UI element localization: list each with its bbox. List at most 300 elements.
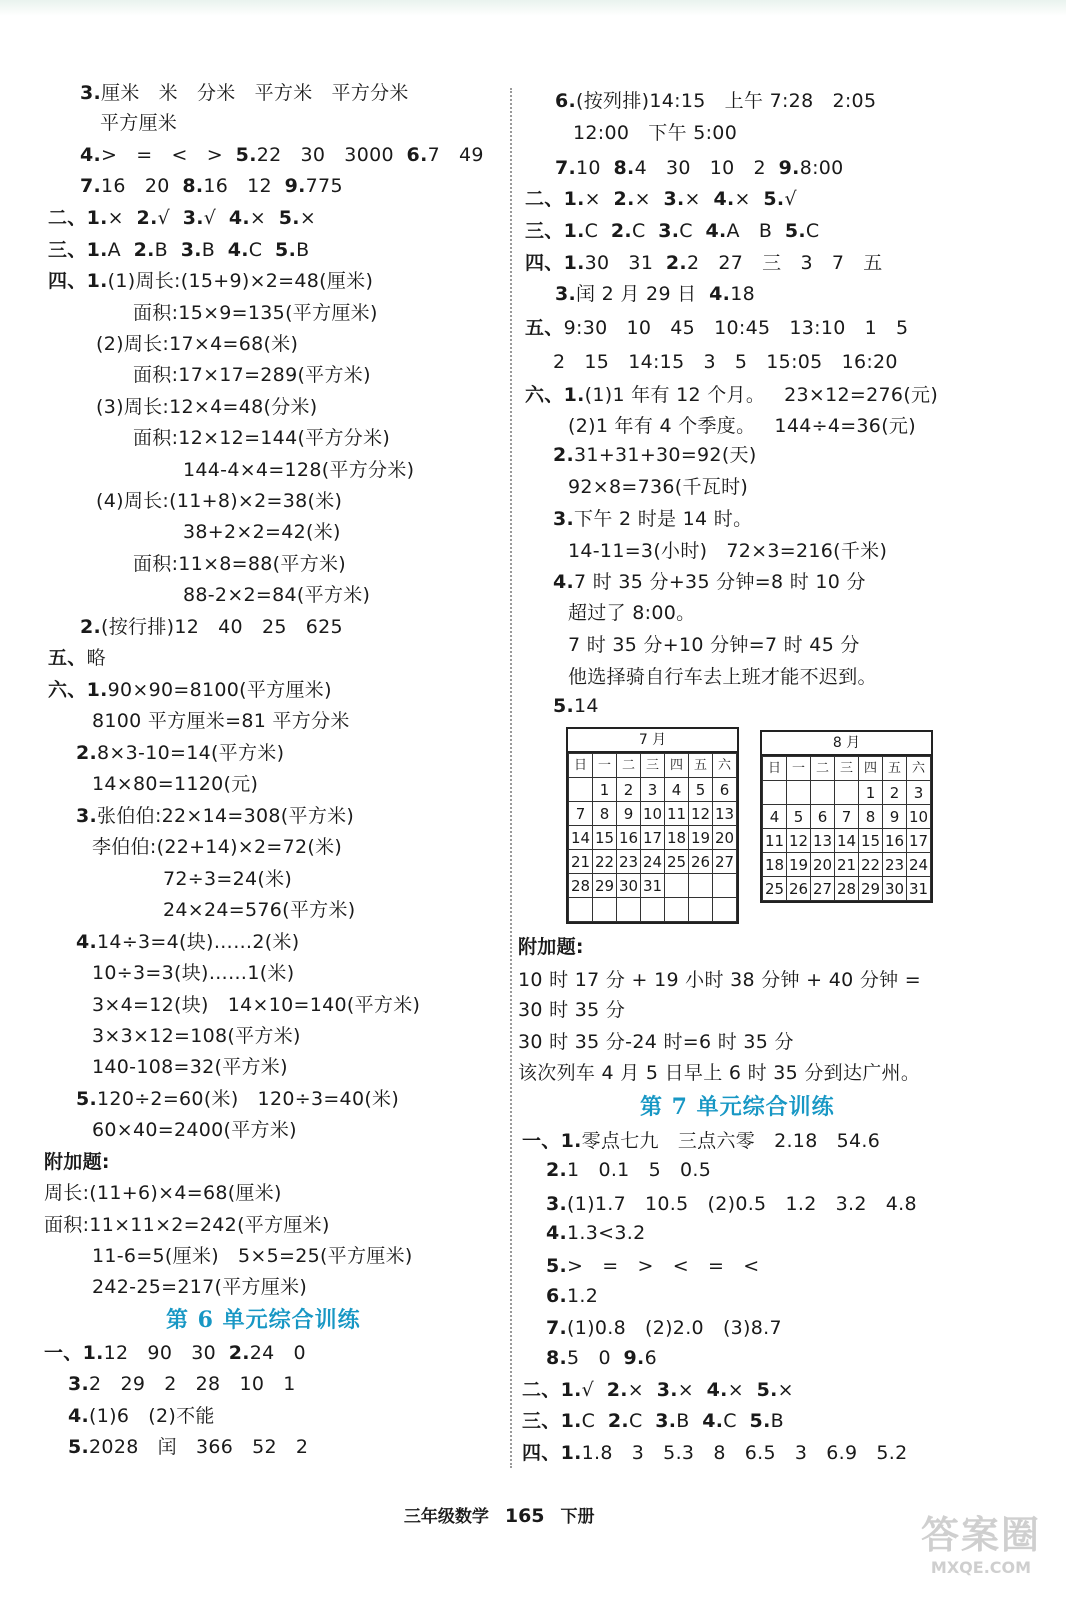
answer-text: ×: [107, 207, 137, 229]
answer-line: [92, 834, 342, 860]
item-number: 9.: [623, 1347, 645, 1369]
answer-line: [68, 1403, 215, 1429]
calendar-day: 24: [641, 850, 665, 874]
item-number: 5.: [76, 1088, 98, 1110]
item-number: 三、1.: [48, 239, 108, 261]
answer-text: √: [203, 207, 229, 229]
item-number: 二、1.: [522, 1379, 582, 1401]
answer-line: [568, 474, 748, 500]
calendar-day: 8: [859, 805, 883, 829]
answer-line: [555, 88, 876, 114]
item-number: 六、1.: [525, 384, 585, 406]
item-number: 5.: [546, 1255, 568, 1277]
answer-line: [44, 1180, 282, 1206]
calendar-grid: [568, 753, 737, 922]
answer-line: [546, 1220, 646, 1246]
item-number: 二、1.: [48, 207, 108, 229]
item-number: 4.: [228, 207, 250, 229]
calendar-day: [835, 781, 859, 805]
answer-line: [553, 442, 757, 468]
weekday-header: 五: [689, 754, 713, 778]
calendar-day: [713, 898, 737, 922]
answer-text: (1)1 年有 12 个月。 23×12=276(元): [584, 384, 939, 406]
calendar-day: 13: [713, 802, 737, 826]
answer-text: C: [805, 220, 820, 242]
calendar-day: 18: [763, 853, 787, 877]
answer-text: 24 0: [249, 1342, 306, 1364]
answer-line: [573, 120, 737, 146]
footer-subject: 三年级数学: [403, 1507, 489, 1527]
answer-line: [80, 142, 484, 168]
item-number: 2.: [76, 742, 98, 764]
footer-volume: 下册: [560, 1507, 595, 1527]
calendar-day: 14: [835, 829, 859, 853]
watermark-logo: [906, 1512, 1056, 1592]
answer-line: [133, 551, 346, 577]
item-number: 5.: [275, 239, 297, 261]
calendar-day: 25: [763, 877, 787, 901]
answer-text: 2 29 2 28 10 1: [89, 1373, 296, 1395]
calendar-day: 25: [665, 850, 689, 874]
answer-text: C: [723, 1410, 750, 1432]
answer-line: [92, 708, 350, 734]
answer-line: [80, 614, 343, 640]
calendar-day: 22: [859, 853, 883, 877]
calendar-day: 5: [689, 778, 713, 802]
answer-text: 30 时 35 分-24 时=6 时 35 分: [518, 1031, 794, 1053]
calendar-day: 11: [665, 802, 689, 826]
answer-text: ×: [627, 1379, 657, 1401]
answer-text: 10÷3=3(块)……1(米): [92, 962, 295, 984]
answer-line: [518, 967, 921, 993]
calendar-day: 12: [787, 829, 811, 853]
answer-text: 5 0: [567, 1347, 624, 1369]
answer-text: (1)1.7 10.5 (2)0.5 1.2 3.2 4.8: [567, 1193, 917, 1215]
item-number: 2.: [665, 252, 687, 274]
calendar-day: 20: [713, 826, 737, 850]
answer-line: [92, 1274, 307, 1300]
answer-line: [525, 315, 908, 341]
calendar-day: 2: [883, 781, 907, 805]
answer-line: [183, 457, 414, 483]
answer-line: [183, 582, 370, 608]
answer-line: [525, 218, 820, 244]
answer-text: 1 0.1 5 0.5: [567, 1159, 712, 1181]
calendar-day: 19: [787, 853, 811, 877]
answer-line: [76, 929, 299, 955]
answer-text: 90×90=8100(平方厘米): [107, 679, 332, 701]
answer-line: [525, 250, 883, 276]
answer-text: 面积:12×12=144(平方分米): [133, 427, 391, 449]
answer-text: C: [581, 1410, 608, 1432]
answer-text: 31+31+30=92(天): [574, 444, 757, 466]
calendar-day: 10: [907, 805, 931, 829]
answer-line: [518, 1029, 794, 1055]
answer-text: > = < >: [101, 144, 236, 166]
weekday-header: 二: [617, 754, 641, 778]
calendar-day: [787, 781, 811, 805]
item-number: 9.: [284, 175, 306, 197]
answer-text: 下午 2 时是 14 时。: [574, 508, 753, 530]
answer-line: [48, 205, 316, 231]
item-number: 3.: [76, 805, 98, 827]
answer-text: 11-6=5(厘米) 5×5=25(平方厘米): [92, 1245, 413, 1267]
answer-text: 144-4×4=128(平方分米): [183, 459, 415, 481]
answer-text: B: [676, 1410, 703, 1432]
weekday-header: 三: [641, 754, 665, 778]
item-number: 3.: [656, 1379, 678, 1401]
answer-line: [522, 1377, 794, 1403]
calendar-day: [569, 898, 593, 922]
item-number: 五、: [525, 317, 564, 339]
item-number: 3.: [68, 1373, 90, 1395]
answer-text: ×: [734, 188, 764, 210]
answer-line: [92, 1054, 288, 1080]
weekday-header: 一: [593, 754, 617, 778]
answer-text: ×: [634, 188, 664, 210]
item-number: 3.: [546, 1193, 568, 1215]
answer-line: [44, 1340, 306, 1366]
answer-text: 60×40=2400(平方米): [92, 1119, 297, 1141]
calendar-day: 19: [689, 826, 713, 850]
calendar-july: [566, 727, 739, 924]
calendar-day: 7: [569, 802, 593, 826]
item-number: 4.: [546, 1222, 568, 1244]
item-number: 4.: [227, 239, 249, 261]
unit6-title: 第 6 单元综合训练: [166, 1307, 361, 1333]
answer-text: 闰 2 月 29 日: [576, 283, 710, 305]
calendar-day: 26: [787, 877, 811, 901]
answer-text: B: [201, 239, 228, 261]
answer-text: C: [584, 220, 611, 242]
answer-text: 16 20: [101, 175, 183, 197]
answer-line: [553, 349, 898, 375]
item-number: 7.: [546, 1317, 568, 1339]
answer-line: [568, 538, 887, 564]
calendar-day: [665, 898, 689, 922]
calendar-day: 30: [883, 877, 907, 901]
item-number: 3.: [182, 207, 204, 229]
answer-text: 1.8 3 5.3 8 6.5 3 6.9 5.2: [581, 1442, 908, 1464]
item-number: 5.: [784, 220, 806, 242]
answer-text: B: [154, 239, 181, 261]
calendar-title: 8 月: [762, 732, 931, 756]
item-number: 2.: [546, 1159, 568, 1181]
item-number: 5.: [553, 695, 575, 717]
answer-line: [546, 1315, 782, 1341]
item-number: 4.: [709, 283, 731, 305]
answer-text: 30 31: [584, 252, 666, 274]
answer-line: [546, 1157, 711, 1183]
answer-line: [568, 664, 877, 690]
answer-line: [518, 934, 584, 960]
answer-text: 14×80=1120(元): [92, 773, 259, 795]
answer-line: [525, 186, 797, 212]
calendar-day: 28: [569, 874, 593, 898]
answer-text: 242-25=217(平方厘米): [92, 1276, 308, 1298]
calendar-day: [641, 898, 665, 922]
weekday-header: 六: [713, 754, 737, 778]
item-number: 3.: [180, 239, 202, 261]
answer-text: (1)0.8 (2)2.0 (3)8.7: [567, 1317, 782, 1339]
answer-text: 7 49: [427, 144, 484, 166]
calendar-day: 28: [835, 877, 859, 901]
answer-text: √: [581, 1379, 607, 1401]
calendar-day: 4: [763, 805, 787, 829]
calendar-day: 3: [641, 778, 665, 802]
weekday-header: 四: [859, 757, 883, 781]
answer-text: 厘米 米 分米 平方米 平方分米: [101, 82, 409, 104]
answer-text: 超过了 8:00。: [568, 602, 696, 624]
answer-line: [546, 1253, 759, 1279]
calendar-day: 31: [641, 874, 665, 898]
calendar-day: 20: [811, 853, 835, 877]
answer-line: [80, 173, 343, 199]
answer-line: [518, 997, 625, 1023]
answer-text: 平方厘米: [100, 112, 178, 134]
calendar-day: 29: [593, 874, 617, 898]
calendar-day: 15: [859, 829, 883, 853]
answer-text: 面积:17×17=289(平方米): [133, 364, 371, 386]
answer-text: 775: [305, 175, 343, 197]
weekday-header: 五: [883, 757, 907, 781]
answer-text: 88-2×2=84(平方米): [183, 584, 371, 606]
item-number: 2.: [610, 220, 632, 242]
calendar-day: 16: [617, 826, 641, 850]
answer-line: [92, 771, 258, 797]
answer-line: [76, 803, 354, 829]
calendar-day: [713, 874, 737, 898]
calendar-day: [763, 781, 787, 805]
answer-text: 10 时 17 分 + 19 小时 38 分钟 + 40 分钟 =: [518, 969, 922, 991]
answer-line: [96, 331, 298, 357]
calendar-day: [665, 874, 689, 898]
answer-text: (3)周长:12×4=48(分米): [96, 396, 318, 418]
answer-line: [48, 645, 106, 671]
answer-line: [553, 506, 752, 532]
answer-line: [518, 1060, 920, 1086]
top-band: [0, 0, 1066, 16]
answer-text: 面积:11×11×2=242(平方厘米): [44, 1214, 330, 1236]
answer-line: [92, 1117, 297, 1143]
answer-text: > = > < = <: [567, 1255, 760, 1277]
calendar-day: 11: [763, 829, 787, 853]
item-number: 3.: [655, 1410, 677, 1432]
answer-text: 4 30 10 2: [634, 157, 779, 179]
calendar-day: 18: [665, 826, 689, 850]
calendar-day: 7: [835, 805, 859, 829]
unit7-title: 第 7 单元综合训练: [640, 1094, 835, 1120]
item-number: 3.: [658, 220, 680, 242]
item-number: 4.: [553, 571, 575, 593]
answer-line: [522, 1128, 880, 1154]
calendar-day: 6: [713, 778, 737, 802]
item-number: 5.: [763, 188, 785, 210]
calendar-title: 7 月: [568, 729, 737, 753]
calendar-day: 27: [713, 850, 737, 874]
item-number: 五、: [48, 647, 87, 669]
answer-text: 零点七九 三点六零 2.18 54.6: [581, 1130, 881, 1152]
answer-line: [163, 866, 292, 892]
answer-text: A B: [726, 220, 785, 242]
item-number: 2.: [136, 207, 158, 229]
answer-line: [163, 897, 355, 923]
calendar-day: 3: [907, 781, 931, 805]
calendar-day: 23: [617, 850, 641, 874]
item-number: 4.: [705, 220, 727, 242]
item-number: 2.: [606, 1379, 628, 1401]
item-number: 5.: [749, 1410, 771, 1432]
answer-line: [133, 300, 378, 326]
answer-line: [133, 362, 371, 388]
item-number: 2.: [133, 239, 155, 261]
answer-line: [183, 519, 341, 545]
answer-text: (按列排)14:15 上午 7:28 2:05: [576, 90, 877, 112]
calendar-day: 5: [787, 805, 811, 829]
answer-text: 14-11=3(小时) 72×3=216(千米): [568, 540, 888, 562]
answer-text: 3×4=12(块) 14×10=140(平方米): [92, 994, 421, 1016]
answer-text: C: [679, 220, 706, 242]
calendar-day: 9: [617, 802, 641, 826]
answer-text: 1.3<3.2: [567, 1222, 646, 1244]
item-number: 2.: [553, 444, 575, 466]
calendar-day: 27: [811, 877, 835, 901]
page-number: 165: [504, 1505, 545, 1527]
calendar-day: 30: [617, 874, 641, 898]
answer-text: 8100 平方厘米=81 平方分米: [92, 710, 350, 732]
calendar-day: 31: [907, 877, 931, 901]
answer-line: [92, 960, 294, 986]
answer-text: 李伯伯:(22+14)×2=72(米): [92, 836, 343, 858]
item-number: 3.: [663, 188, 685, 210]
answer-line: [546, 1191, 917, 1217]
answer-text: B: [296, 239, 310, 261]
answer-text: 7 时 35 分+35 分钟=8 时 10 分: [574, 571, 866, 593]
answer-text: 2 27 三 3 7 五: [686, 252, 883, 274]
item-number: 3.: [80, 82, 102, 104]
item-number: 7.: [80, 175, 102, 197]
weekday-header: 日: [763, 757, 787, 781]
answer-text: 6: [644, 1347, 657, 1369]
item-number: 6.: [546, 1285, 568, 1307]
item-number: 4.: [713, 188, 735, 210]
answer-line: [555, 155, 844, 181]
answer-line: [68, 1371, 296, 1397]
calendar-day: 6: [811, 805, 835, 829]
answer-text: 120÷2=60(米) 120÷3=40(米): [97, 1088, 400, 1110]
item-number: 5.: [756, 1379, 778, 1401]
item-number: 四、1.: [525, 252, 585, 274]
calendar-day: 21: [569, 850, 593, 874]
calendar-day: 15: [593, 826, 617, 850]
item-number: 8.: [182, 175, 204, 197]
answer-text: 24×24=576(平方米): [163, 899, 356, 921]
answer-line: [44, 1212, 330, 1238]
answer-text: (1)周长:(15+9)×2=48(厘米): [107, 270, 374, 292]
answer-line: [522, 1408, 784, 1434]
answer-text: 他选择骑自行车去上班才能不迟到。: [568, 666, 877, 688]
item-number: 4.: [80, 144, 102, 166]
weekday-header: 三: [835, 757, 859, 781]
answer-text: 12:00 下午 5:00: [573, 122, 738, 144]
calendar-day: 24: [907, 853, 931, 877]
answer-line: [555, 281, 755, 307]
item-number: 8.: [546, 1347, 568, 1369]
answer-line: [568, 600, 695, 626]
answer-text: ×: [777, 1379, 794, 1401]
answer-text: 9:30 10 45 10:45 13:10 1 5: [563, 317, 909, 339]
item-number: 三、1.: [525, 220, 585, 242]
item-number: 2.: [613, 188, 635, 210]
answer-line: [80, 80, 409, 106]
answer-text: B: [770, 1410, 784, 1432]
answer-text: 该次列车 4 月 5 日早上 6 时 35 分到达广州。: [518, 1062, 921, 1084]
weekday-header: 四: [665, 754, 689, 778]
item-number: 5.: [278, 207, 300, 229]
calendar-day: 1: [593, 778, 617, 802]
weekday-header: 一: [787, 757, 811, 781]
answer-text: 22 30 3000: [256, 144, 407, 166]
column-divider: [510, 88, 512, 1468]
answer-line: [48, 237, 309, 263]
item-number: 4.: [702, 1410, 724, 1432]
item-number: 一、1.: [522, 1130, 582, 1152]
answer-text: C: [248, 239, 276, 261]
answer-text: 30 时 35 分: [518, 999, 626, 1021]
calendar-august: [760, 730, 933, 903]
answer-text: ×: [727, 1379, 757, 1401]
answer-text: 14: [574, 695, 599, 717]
answer-text: (2)1 年有 4 个季度。 144÷4=36(元): [568, 415, 916, 437]
answer-line: [546, 1283, 598, 1309]
calendar-day: 16: [883, 829, 907, 853]
item-number: 4.: [706, 1379, 728, 1401]
answer-line: [568, 632, 860, 658]
calendar-day: 10: [641, 802, 665, 826]
answer-line: [553, 693, 599, 719]
answer-text: ×: [299, 207, 317, 229]
answer-line: [92, 1023, 301, 1049]
answer-text: √: [157, 207, 183, 229]
answer-text: 面积:15×9=135(平方厘米): [133, 302, 378, 324]
answer-text: (1)6 (2)不能: [89, 1405, 215, 1427]
item-number: 2.: [607, 1410, 629, 1432]
item-number: 三、1.: [522, 1410, 582, 1432]
item-number: 二、1.: [525, 188, 585, 210]
calendar-day: 12: [689, 802, 713, 826]
item-number: 四、1.: [522, 1442, 582, 1464]
answer-line: [92, 1243, 413, 1269]
answer-line: [100, 110, 177, 136]
item-number: 一、1.: [44, 1342, 104, 1364]
answer-line: [553, 569, 866, 595]
answer-text: 92×8=736(千瓦时): [568, 476, 749, 498]
calendar-grid: [762, 756, 931, 901]
item-number: 六、1.: [48, 679, 108, 701]
answer-text: (按行排)12 40 25 625: [101, 616, 343, 638]
item-number: 2.: [228, 1342, 250, 1364]
calendar-day: 17: [641, 826, 665, 850]
page-footer: [392, 1482, 595, 1527]
answer-line: [44, 1149, 110, 1175]
item-number: 7.: [555, 157, 577, 179]
answer-text: C: [631, 220, 659, 242]
answer-text: 38+2×2=42(米): [183, 521, 341, 543]
calendar-day: 4: [665, 778, 689, 802]
calendar-day: 17: [907, 829, 931, 853]
answer-text: 略: [86, 647, 106, 669]
answer-text: 18: [730, 283, 755, 305]
